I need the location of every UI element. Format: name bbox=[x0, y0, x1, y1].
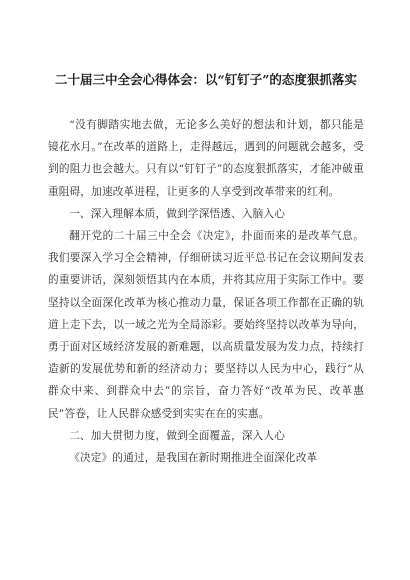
intro-paragraph: “没有脚踏实地去做，无论多么美好的想法和计划，都只能是镜花水月。”在改革的道路上，走得越远，遇到的问题就会越多，受到的阻力也会越大。只有以“钉钉子”的态度狠抓落实，才能冲破重重阻碍，加速改革进程，让更多的人享受到改革带来的红利。 bbox=[48, 119, 364, 198]
section-heading-1: 一、深入理解本质，做到学深悟透、入脑入心 bbox=[69, 207, 286, 220]
body-paragraph-2: 《决定》的通过，是我国在新时期推进全面深化改革 bbox=[69, 452, 318, 465]
body-paragraph-1: 翻开党的二十届三中全会《决定》，扑面而来的是改革气息。我们要深入学习全会精神，仔细研读习近平总书记在会议期间发表的重要讲话，深刻领悟其内在本质，并将其应用于实际工作中。要坚持以全面深化改革为核心推动力量，保证各项工作都在正确的轨道上走下去，以一域之光为全局添彩。要始终坚持以改革为导向，勇于面对区域经济发展的新难题，以高质量发展为发力点，持续打造新的发展优势和新的经济动力；要坚持以人民为中心，践行“从群众中来、到群众中去”的宗旨，奋力答好“改革为民、改革惠民”答卷，让人民群众感受到实实在在的实惠。 bbox=[48, 230, 364, 420]
document-title: 二十届三中全会心得体会：以“钉钉子”的态度狠抓落实 bbox=[55, 72, 357, 87]
section-heading-2: 二、加大贯彻力度，做到全面覆盖，深入人心 bbox=[69, 429, 286, 442]
